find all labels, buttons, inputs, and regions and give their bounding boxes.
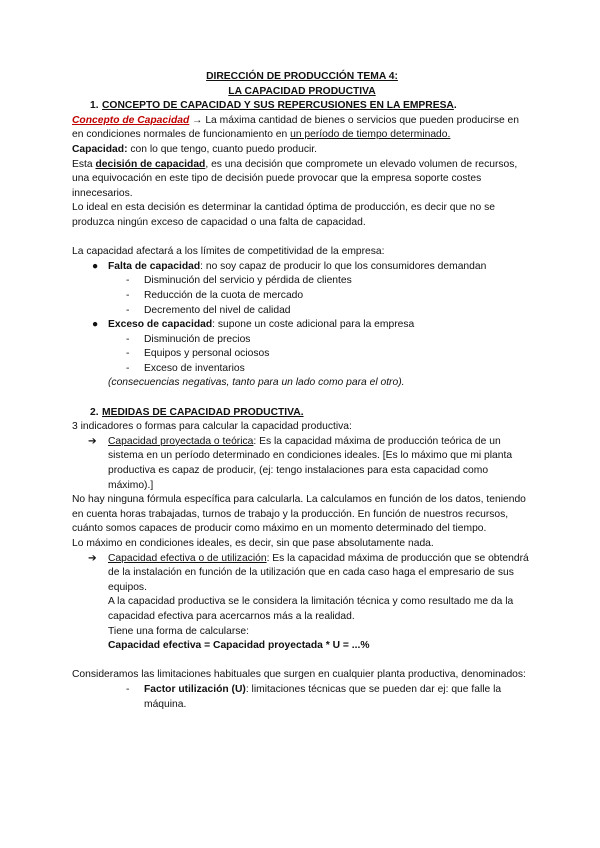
spacer bbox=[72, 391, 532, 406]
exceso-label: Exceso de capacidad bbox=[108, 319, 213, 331]
arrow-symbol: → bbox=[189, 114, 206, 126]
paragraph-ideal: Lo ideal en esta decisión es determinar la cantidad óptima de producción, es decir que no se produzca ningún exceso de capacidad o una falta de capacidad. bbox=[72, 202, 496, 228]
section-2-heading bbox=[72, 406, 532, 421]
paragraph-indicadores: 3 indicadores o formas para calcular la capacidad productiva: bbox=[72, 421, 352, 433]
efectiva-label: Capacidad efectiva o de utilización bbox=[108, 552, 267, 564]
factor-label: Factor utilización (U) bbox=[144, 683, 246, 695]
efectiva-text: : Es la capacidad máxima de producción que se obtendrá de la instalación en función de la utilización que en cada caso haga el empresario de sus equipos. bbox=[108, 552, 529, 593]
decision-term: decisión de capacidad bbox=[95, 158, 206, 170]
dash-icon: - bbox=[126, 683, 130, 695]
paragraph-decision bbox=[72, 158, 532, 202]
section-2-number: 2. bbox=[90, 406, 99, 418]
dash-icon: - bbox=[126, 362, 130, 374]
efectiva-calc-intro: Tiene una forma de calcularse: bbox=[108, 625, 249, 637]
bullet-falta bbox=[72, 260, 532, 275]
capacidad-label: Capacidad: bbox=[72, 143, 128, 155]
section-2-title: MEDIDAS DE CAPACIDAD PRODUCTIVA. bbox=[102, 406, 304, 418]
list-item-text: Disminución de precios bbox=[144, 333, 251, 345]
spacer bbox=[72, 231, 532, 246]
paragraph-formula-note: No hay ninguna fórmula específica para calcularla. La calculamos en función de los datos, teniendo en cuenta horas trabajadas, turnos de trabajo y la producción. En función de nuestros recursos, cuánto somos capaces de producir como máximo en un momento determinado del tiempo. bbox=[72, 494, 526, 535]
list-item-text: Equipos y personal ociosos bbox=[144, 348, 270, 360]
section-1-tail: . bbox=[453, 100, 457, 112]
paragraph-maximo: Lo máximo en condiciones ideales, es decir, sin que pase absolutamente nada. bbox=[72, 538, 434, 549]
factor-text: : limitaciones técnicas que se pueden dar ej: que falle la máquina. bbox=[144, 683, 502, 710]
arrow-icon: ➔ bbox=[88, 435, 97, 447]
paragraph-concept bbox=[72, 114, 532, 143]
arrow-icon: ➔ bbox=[88, 552, 97, 564]
section-1-heading bbox=[72, 99, 532, 114]
decision-text: , es una decisión que compromete un elevado volumen de recursos, una equivocación en este tipo de decisión puede provocar que la empresa soporte costes innecesarios. bbox=[72, 158, 518, 199]
list-item-factor bbox=[72, 683, 532, 712]
list-item bbox=[72, 274, 532, 289]
arrow-item-efectiva bbox=[72, 552, 532, 596]
concept-term: Concepto de Capacidad bbox=[72, 114, 190, 126]
bullet-exceso bbox=[72, 318, 532, 333]
document-subtitle: LA CAPACIDAD PRODUCTIVA bbox=[228, 85, 376, 97]
paragraph-limitaciones: Consideramos las limitaciones habituales que surgen en cualquier planta productiva, denominados: bbox=[72, 669, 526, 681]
exceso-text: : supone un coste adicional para la empresa bbox=[212, 319, 415, 331]
proyectada-text: : Es la capacidad máxima de producción teórica de un sistema en un período determinado en condiciones ideales. [Es lo máximo que mi planta productiva es capaz de producir, (ej: tengo instalaciones para esta capacidad como máximo).] bbox=[108, 435, 513, 491]
bullet-dot-icon: ● bbox=[92, 260, 99, 272]
list-item-text: Exceso de inventarios bbox=[144, 362, 245, 374]
proyectada-label: Capacidad proyectada o teórica bbox=[108, 435, 254, 447]
falta-label: Falta de capacidad bbox=[108, 260, 201, 272]
section-1-title: CONCEPTO DE CAPACIDAD Y SUS REPERCUSIONES EN LA EMPRESA bbox=[102, 100, 454, 112]
list-item-text: Disminución del servicio y pérdida de clientes bbox=[144, 275, 352, 287]
falta-text: : no soy capaz de producir lo que los consumidores demandan bbox=[200, 260, 487, 272]
arrow-item-proyectada bbox=[72, 435, 532, 493]
document-title: DIRECCIÓN DE PRODUCCIÓN TEMA 4: bbox=[206, 71, 398, 82]
dash-icon: - bbox=[126, 289, 130, 301]
dash-icon: - bbox=[126, 304, 130, 316]
list-item-text: Reducción de la cuota de mercado bbox=[144, 289, 304, 301]
efectiva-formula: Capacidad efectiva = Capacidad proyectada * U = ...% bbox=[108, 640, 370, 652]
list-item bbox=[72, 289, 532, 304]
list-item bbox=[72, 347, 532, 362]
bullet-dot-icon: ● bbox=[92, 319, 99, 331]
paragraph-capacidad bbox=[72, 143, 532, 158]
list-item bbox=[72, 333, 532, 348]
efectiva-detail: A la capacidad productiva se le considera la limitación técnica y como resultado me da la capacidad efectiva para acercarnos más a la realidad. bbox=[108, 596, 514, 622]
concept-text: La máxima cantidad de bienes o servicios que pueden producirse en en condiciones normales de funcionamiento en bbox=[72, 114, 520, 141]
dash-icon: - bbox=[126, 333, 130, 345]
list-item bbox=[72, 304, 532, 319]
concept-underlined: un período de tiempo determinado. bbox=[290, 129, 451, 141]
note-consecuencias: (consecuencias negativas, tanto para un lado como para el otro). bbox=[108, 377, 405, 389]
decision-pre: Esta bbox=[72, 158, 96, 170]
document-body bbox=[72, 70, 532, 712]
dash-icon: - bbox=[126, 348, 130, 360]
spacer bbox=[72, 654, 532, 669]
dash-icon: - bbox=[126, 275, 130, 287]
list-item-text: Decremento del nivel de calidad bbox=[144, 304, 291, 316]
capacidad-text: con lo que tengo, cuanto puedo producir. bbox=[127, 143, 318, 155]
list-item bbox=[72, 362, 532, 377]
section-1-number: 1. bbox=[90, 100, 99, 112]
paragraph-competitividad: La capacidad afectará a los límites de competitividad de la empresa: bbox=[72, 246, 385, 258]
